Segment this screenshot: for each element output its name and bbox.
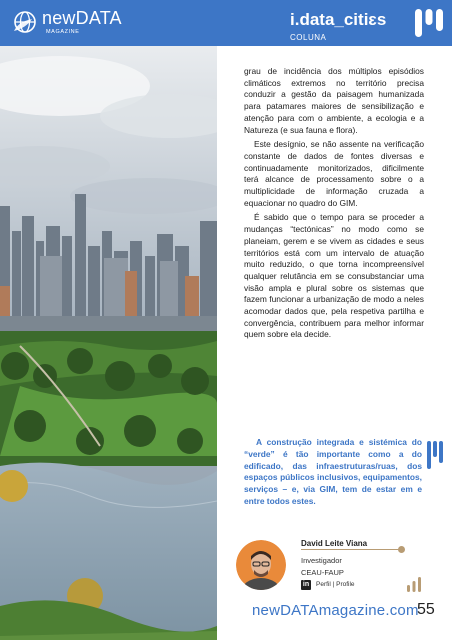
- city-park-photo: [0, 46, 217, 640]
- author-divider-dot: [398, 546, 405, 553]
- brand-subtitle: MAGAZINE: [46, 29, 80, 35]
- signal-bars-icon: [406, 576, 422, 592]
- paragraph: grau de incidência dos múltiplos episódios climáticos extremos no território precisa conduzir a gestão da paisagem humanizada para patamares maiores de sensibilização e atenção para com o ambiente, a ecologia e a Natureza (e sua fauna e flora).: [244, 66, 424, 135]
- author-role: Investigador: [301, 556, 342, 565]
- author-avatar: [236, 540, 286, 590]
- author-name: David Leite Viana: [301, 539, 368, 548]
- quote-bars-icon: [426, 440, 444, 470]
- pull-quote: A construção integrada e sistémica do “verde” é tão importante como a do edificado, das infraestruturas/ruas, dos espaços públicos inclusivos, equipamentos, serviços – e, via GIM, tem de estar em e entre todos estes.: [244, 437, 422, 506]
- article-body: [244, 66, 424, 344]
- author-profile-link[interactable]: Perfil | Profile: [316, 581, 355, 588]
- bars-icon: [414, 7, 444, 39]
- author-organization: CEAU-FAUP: [301, 568, 344, 577]
- page-number: 55: [417, 601, 435, 618]
- author-divider: [301, 549, 401, 550]
- paragraph: Este desígnio, se não assente na verificação constante de dados de fontes diversas e continuadamente monitorizados, dificilmente terá alcance de processamento sobre o a multiplicidade de informação cruzada a equacionar no quadro do GIM.: [244, 139, 424, 208]
- brand-name: newDATA: [42, 8, 122, 28]
- column-title: i.data_citiɛs: [290, 10, 387, 29]
- linkedin-icon[interactable]: in: [302, 581, 310, 588]
- globe-leaf-icon: [12, 9, 38, 35]
- column-label: COLUNA: [290, 33, 327, 42]
- page-header: [0, 0, 452, 46]
- site-url[interactable]: newDATAmagazine.com: [252, 602, 419, 619]
- paragraph: É sabido que o tempo para se proceder a mudanças “tectónicas” no modo como se planeiam, gerem e se vivem as cidades e seus territórios está com um intervalo de atuação muito reduzido, o que torna incompreensível qualquer relutância em se consubstanciar uma visão ampla e plural sobre os sistemas que fazem funcionar a urbanização de modo a neles acomodar dados que, pela respetiva partilha e convergência, contribuem para melhor informar quem sobre ela decide.: [244, 212, 424, 340]
